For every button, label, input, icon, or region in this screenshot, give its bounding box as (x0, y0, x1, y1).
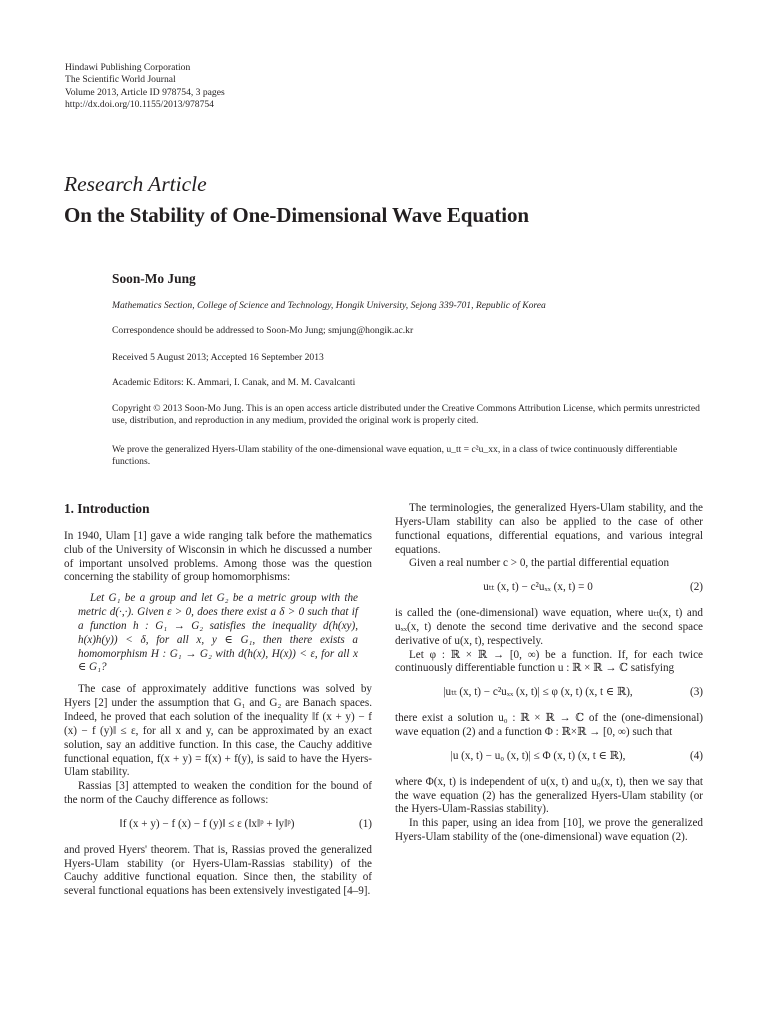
equation-number: (1) (359, 817, 372, 830)
paper-title: On the Stability of One-Dimensional Wave Equation (64, 203, 529, 227)
affiliation: Mathematics Section, College of Science and Technology, Hongik University, Sejong 339-701, Republic of Korea (112, 300, 546, 311)
paragraph: In 1940, Ulam [1] gave a wide ranging talk before the mathematics club of the University of Wisconsin in which he discussed a number of important unsolved problems. Among those was the question concerning the stability of group homomorphisms: (64, 529, 372, 584)
academic-editors: Academic Editors: K. Ammari, I. Canak, and M. M. Cavalcanti (112, 377, 356, 388)
equation-number: (4) (690, 749, 703, 762)
paragraph: is called the (one-dimensional) wave equation, where uₜₜ(x, t) and uₓₓ(x, t) denote the second time derivative and the second space derivative of u(x, t), respectively. (395, 607, 703, 647)
copyright-notice: Copyright © 2013 Soon-Mo Jung. This is an open access article distributed under the Creative Commons Attribution License, which permits unrestricted use, distribution, and reproduction in any medium, provided the original work is properly cited. (112, 403, 700, 427)
equation-body: |u (x, t) − u₀ (x, t)| ≤ Φ (x, t) (x, t ∈ ℝ), (450, 749, 626, 762)
paragraph: where Φ(x, t) is independent of u(x, t) and u₀(x, t), then we say that the wave equation (2) has the generalized Hyers-Ulam stability (or the Hyers-Ulam-Rassias stability). (395, 775, 703, 816)
paragraph: Let φ : ℝ × ℝ → [0, ∞) be a function. If, for each twice continuously differentiable function u : ℝ × ℝ → ℂ satisfying (395, 648, 703, 675)
author-name: Soon-Mo Jung (112, 271, 196, 286)
equation-4 (395, 750, 703, 764)
equation-body: |uₜₜ (x, t) − c²uₓₓ (x, t)| ≤ φ (x, t) (x, t ∈ ℝ), (443, 686, 633, 699)
paragraph: Given a real number c > 0, the partial differential equation (409, 557, 670, 570)
section-heading: 1. Introduction (64, 501, 150, 516)
ulam-question: Let G₁ be a group and let G₂ be a metric group with the metric d(·,·). Given ε > 0, does there exist a δ > 0 such that if a function h : G₁ → G₂ satisfies the inequality d(h(xy), h(x)h(y)) < δ, for all x, y ∈ G₁, then there exists a homomorphism H : G₁ → G₂ with d(h(x), H(x)) < ε, for all x ∈ G₁? (78, 592, 358, 674)
equation-1 (64, 818, 372, 832)
equation-3 (395, 686, 703, 700)
journal-name: The Scientific World Journal (65, 74, 176, 86)
right-column (395, 502, 703, 845)
publisher-name: Hindawi Publishing Corporation (65, 62, 191, 73)
equation-body: ‖f (x + y) − f (x) − f (y)‖ ≤ ε (‖x‖ᵖ + ‖y‖ᵖ) (119, 817, 295, 830)
equation-2 (395, 581, 703, 595)
volume-line: Volume 2013, Article ID 978754, 3 pages (65, 86, 225, 98)
equation-body: uₜₜ (x, t) − c²uₓₓ (x, t) = 0 (483, 581, 593, 594)
doi-link[interactable]: http://dx.doi.org/10.1155/2013/978754 (65, 98, 214, 110)
paragraph: The case of approximately additive functions was solved by Hyers [2] under the assumption that G₁ and G₂ are Banach spaces. Indeed, he proved that each solution of the inequality ‖f (x + y) − f (x) − f (y)‖ ≤ ε, for all x and y, can be approximated by an exact solution, say an additive function. In this case, the Cauchy additive functional equation, f(x + y) = f(x) + f(y), is said to have the Hyers-Ulam stability. (64, 683, 372, 779)
equation-number: (3) (690, 686, 703, 699)
paragraph: The terminologies, the generalized Hyers-Ulam stability, and the Hyers-Ulam stability can also be applied to the case of other functional equations, differential equations, and various integral equations. (395, 502, 703, 556)
paragraph: Rassias [3] attempted to weaken the condition for the bound of the norm of the Cauchy difference as follows: (64, 780, 372, 807)
paragraph: there exist a solution u₀ : ℝ × ℝ → ℂ of the (one-dimensional) wave equation (2) and a function Φ : ℝ×ℝ → [0, ∞) such that (395, 712, 703, 738)
correspondence: Correspondence should be addressed to Soon-Mo Jung; smjung@hongik.ac.kr (112, 325, 414, 336)
article-type: Research Article (64, 172, 207, 196)
received-dates: Received 5 August 2013; Accepted 16 September 2013 (112, 352, 324, 363)
equation-number: (2) (690, 581, 703, 594)
journal-header (65, 62, 225, 111)
abstract: We prove the generalized Hyers-Ulam stability of the one-dimensional wave equation, u_tt = c²u_xx, in a class of twice continuously differentiable functions. (112, 444, 678, 468)
paragraph: and proved Hyers' theorem. That is, Rassias proved the generalized Hyers-Ulam stability (or Hyers-Ulam-Rassias stability) of the Cauchy additive functional equation. Since then, the stability of several functional equations has been extensively investigated [4–9]. (64, 843, 372, 898)
paragraph: In this paper, using an idea from [10], we prove the generalized Hyers-Ulam stability of the (one-dimensional) wave equation (2). (395, 817, 703, 844)
left-column (64, 502, 372, 899)
